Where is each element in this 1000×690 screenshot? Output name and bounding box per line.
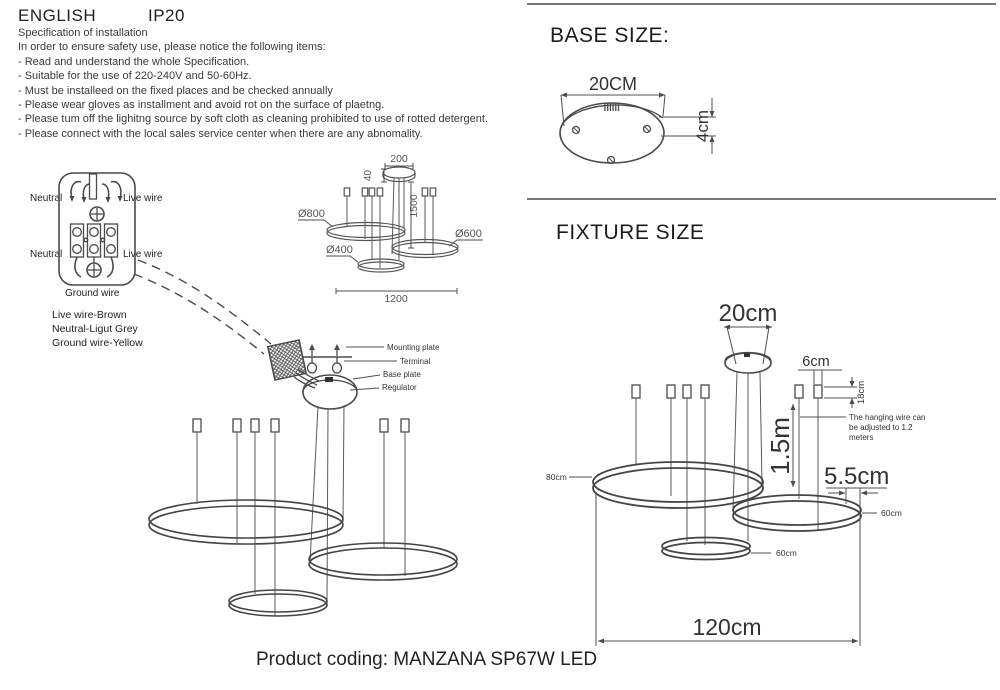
dim-ring-large: Ø800 — [298, 208, 325, 220]
mini-ring-600 — [392, 240, 458, 258]
spec-item: - Must be installeed on the fixed places and be checked annually — [18, 84, 333, 97]
neutral-bottom-label: Neutral — [30, 249, 63, 260]
dim-canopy-diameter: 20cm — [718, 300, 778, 327]
supply-wires-dashed — [134, 260, 271, 354]
spec-title: Specification of installation — [18, 27, 148, 39]
dim-mount-width: 6cm — [802, 354, 830, 370]
language-label: ENGLISH — [18, 6, 97, 25]
terminal-label: Terminal — [400, 357, 431, 366]
ground-symbol-top — [90, 207, 104, 221]
legend-neutral: Neutral-Ligut Grey — [52, 322, 138, 335]
dim-canopy-width: 200 — [390, 153, 408, 165]
spec-intro: In order to ensure safety use, please notice the following items: — [18, 41, 326, 54]
ring-60cm-bottom — [662, 538, 750, 560]
mounting-assembly — [303, 343, 440, 409]
spec-item: - Please tum off the lighitng source by soft cloth as cleaning prohibited to use of rotted detergent. — [18, 113, 489, 126]
dim-wire-length: 1500 — [408, 194, 420, 218]
mini-mounts — [344, 188, 436, 196]
base-plate-drawing — [560, 103, 664, 164]
ip-rating-label: IP20 — [148, 6, 185, 25]
legend-ground: Ground wire-Yellow — [52, 336, 143, 349]
product-coding: Product coding: MANZANA SP67W LED — [256, 649, 598, 670]
fixture-size-title: FIXTURE SIZE — [556, 221, 705, 244]
ring-small — [229, 590, 327, 616]
left-fixture-drawing — [149, 405, 457, 616]
mounting-plate-label: Mounting plate — [387, 343, 440, 352]
base-plate-label: Base plate — [383, 370, 421, 379]
dim-wire-length: 1.5m — [765, 417, 795, 475]
ring-large — [149, 500, 343, 544]
adjust-note — [849, 413, 926, 442]
mini-dimension-diagram — [298, 153, 483, 305]
wiring-box-diagram — [59, 173, 135, 285]
base-size-diagram — [560, 74, 716, 164]
vent-grille — [605, 103, 619, 111]
ring-right — [309, 543, 457, 580]
dim-overall-width: 120cm — [692, 614, 762, 640]
dim-canopy-height: 40 — [363, 169, 374, 182]
fixture-mounts — [632, 385, 822, 398]
dim-ring-gap: 5.5cm — [824, 463, 890, 490]
neutral-top-label: Neutral — [30, 193, 63, 204]
dim-base-height: 4cm — [693, 109, 712, 143]
dim-base-diameter: 20CM — [588, 74, 638, 94]
regulator-label: Regulator — [382, 383, 417, 392]
mini-ring-400 — [358, 259, 404, 272]
ring-large-label: 80cm — [546, 472, 567, 482]
note-line: The hanging wire can — [849, 413, 926, 422]
ground-label: Ground wire — [65, 288, 120, 299]
note-line: be adjusted to 1.2 — [849, 423, 913, 432]
spec-item: - Please connect with the local sales service center when there are any abnomality. — [18, 127, 423, 140]
mounting-callouts — [344, 343, 440, 392]
dim-ring-small: Ø400 — [326, 244, 353, 256]
base-size-title: BASE SIZE: — [550, 24, 670, 47]
dim-overall-width: 1200 — [384, 293, 408, 305]
fixture-size-drawing — [546, 300, 926, 646]
legend-live: Live wire-Brown — [52, 309, 127, 321]
dim-mount-height: 18cm — [856, 380, 867, 405]
ring-60cm-right — [733, 495, 861, 531]
ceiling-mounts — [193, 419, 409, 432]
spec-item: - Read and understand the whole Specification. — [18, 55, 250, 68]
ring-bottom-label: 60cm — [776, 548, 797, 558]
dim-ring-medium: Ø600 — [455, 228, 482, 240]
terminal-strip — [71, 224, 118, 257]
live-top-label: Live wire — [123, 193, 163, 204]
note-line: meters — [849, 433, 874, 442]
mini-ring-800 — [327, 223, 405, 241]
spec-item: - Please wear gloves as installment and avoid rot on the surface of plaetng. — [18, 99, 385, 112]
section-separators — [527, 4, 996, 199]
ring-80cm — [593, 462, 763, 508]
ground-symbol-bottom — [87, 263, 101, 277]
fixture-canopy — [725, 353, 771, 374]
hanging-wires — [197, 405, 405, 616]
spec-item: - Suitable for the use of 220-240V and 50-60Hz. — [18, 70, 252, 83]
live-bottom-label: Live wire — [123, 249, 163, 260]
ring-right-label: 60cm — [881, 508, 902, 518]
